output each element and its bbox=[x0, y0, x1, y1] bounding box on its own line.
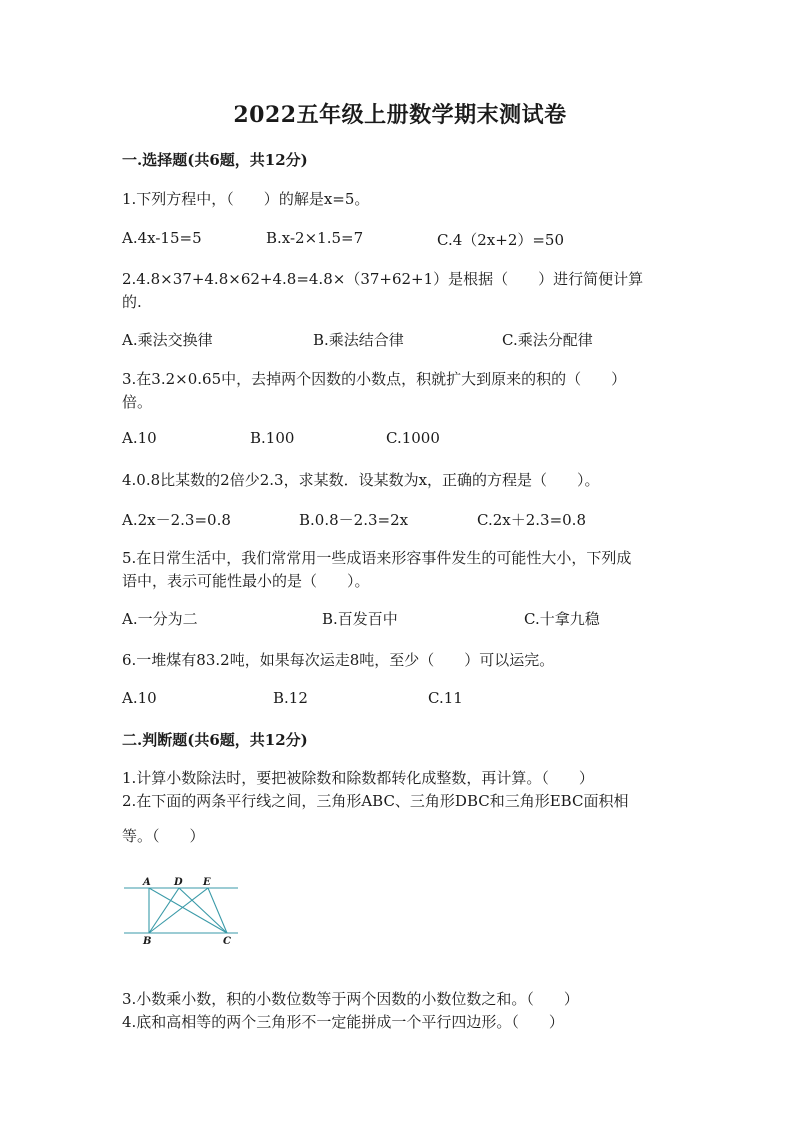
question-1-text: 1.下列方程中，（ ）的解是x=5。 bbox=[122, 190, 370, 208]
question-2-text: 2.4.8×37+4.8×62+4.8=4.8×（37+62+1）是根据（ ）进行简便计算 bbox=[122, 270, 644, 288]
section-1-heading: 一.选择题(共6题，共12分) bbox=[122, 151, 308, 169]
question-1-option-b: B.x-2×1.5=7 bbox=[266, 229, 364, 247]
question-3-option-b: B.100 bbox=[250, 429, 295, 447]
segment-ac bbox=[149, 888, 227, 933]
question-3-text: 3.在3.2×0.65中，去掉两个因数的小数点，积就扩大到原来的积的（ ） bbox=[122, 370, 627, 388]
label-c: C bbox=[223, 936, 231, 947]
question-4-option-a: A.2x－2.3=0.8 bbox=[122, 511, 231, 529]
judge-item-2: 2.在下面的两条平行线之间，三角形ABC、三角形DBC和三角形EBC面积相 bbox=[122, 792, 629, 810]
question-3-option-a: A.10 bbox=[122, 429, 157, 447]
question-3-option-c: C.1000 bbox=[386, 429, 440, 447]
question-3-text-cont: 倍。 bbox=[122, 393, 153, 411]
parallel-lines-figure bbox=[122, 875, 240, 947]
label-e: E bbox=[203, 877, 211, 888]
label-a: A bbox=[143, 877, 151, 888]
question-6-text: 6.一堆煤有83.2吨，如果每次运走8吨，至少（ ）可以运完。 bbox=[122, 651, 555, 669]
question-4-text: 4.0.8比某数的2倍少2.3，求某数．设某数为x，正确的方程是（ ）。 bbox=[122, 471, 600, 489]
page-title: 2022五年级上册数学期末测试卷 bbox=[233, 102, 567, 128]
question-5-text-cont: 语中，表示可能性最小的是（ ）。 bbox=[122, 572, 370, 590]
question-2-text-cont: 的. bbox=[122, 293, 142, 311]
section-2-heading: 二.判断题(共6题，共12分) bbox=[122, 731, 308, 749]
question-6-option-a: A.10 bbox=[122, 689, 157, 707]
segment-ec bbox=[208, 888, 227, 933]
judge-item-3: 3.小数乘小数，积的小数位数等于两个因数的小数位数之和。（ ） bbox=[122, 990, 579, 1008]
question-6-option-b: B.12 bbox=[273, 689, 308, 707]
segment-dc bbox=[179, 888, 227, 933]
question-6-option-c: C.11 bbox=[428, 689, 463, 707]
segment-eb bbox=[149, 888, 208, 933]
judge-item-2-cont: 等。（ ） bbox=[122, 827, 205, 845]
question-4-option-b: B.0.8－2.3=2x bbox=[299, 511, 409, 529]
segment-db bbox=[149, 888, 179, 933]
judge-item-4: 4.底和高相等的两个三角形不一定能拼成一个平行四边形。（ ） bbox=[122, 1013, 564, 1031]
label-d: D bbox=[174, 877, 183, 888]
question-1-option-a: A.4x-15=5 bbox=[122, 229, 202, 247]
question-2-option-a: A.乘法交换律 bbox=[122, 331, 213, 349]
question-1-option-c: C.4（2x+2）=50 bbox=[437, 231, 565, 249]
question-5-text: 5.在日常生活中，我们常常用一些成语来形容事件发生的可能性大小，下列成 bbox=[122, 549, 632, 567]
question-4-option-c: C.2x＋2.3=0.8 bbox=[477, 511, 586, 529]
question-2-option-b: B.乘法结合律 bbox=[313, 331, 404, 349]
question-5-option-c: C.十拿九稳 bbox=[524, 610, 600, 628]
question-5-option-a: A.一分为二 bbox=[122, 610, 198, 628]
question-2-option-c: C.乘法分配律 bbox=[502, 331, 593, 349]
judge-item-1: 1.计算小数除法时，要把被除数和除数都转化成整数，再计算。（ ） bbox=[122, 769, 594, 787]
label-b: B bbox=[143, 936, 152, 947]
question-5-option-b: B.百发百中 bbox=[322, 610, 398, 628]
